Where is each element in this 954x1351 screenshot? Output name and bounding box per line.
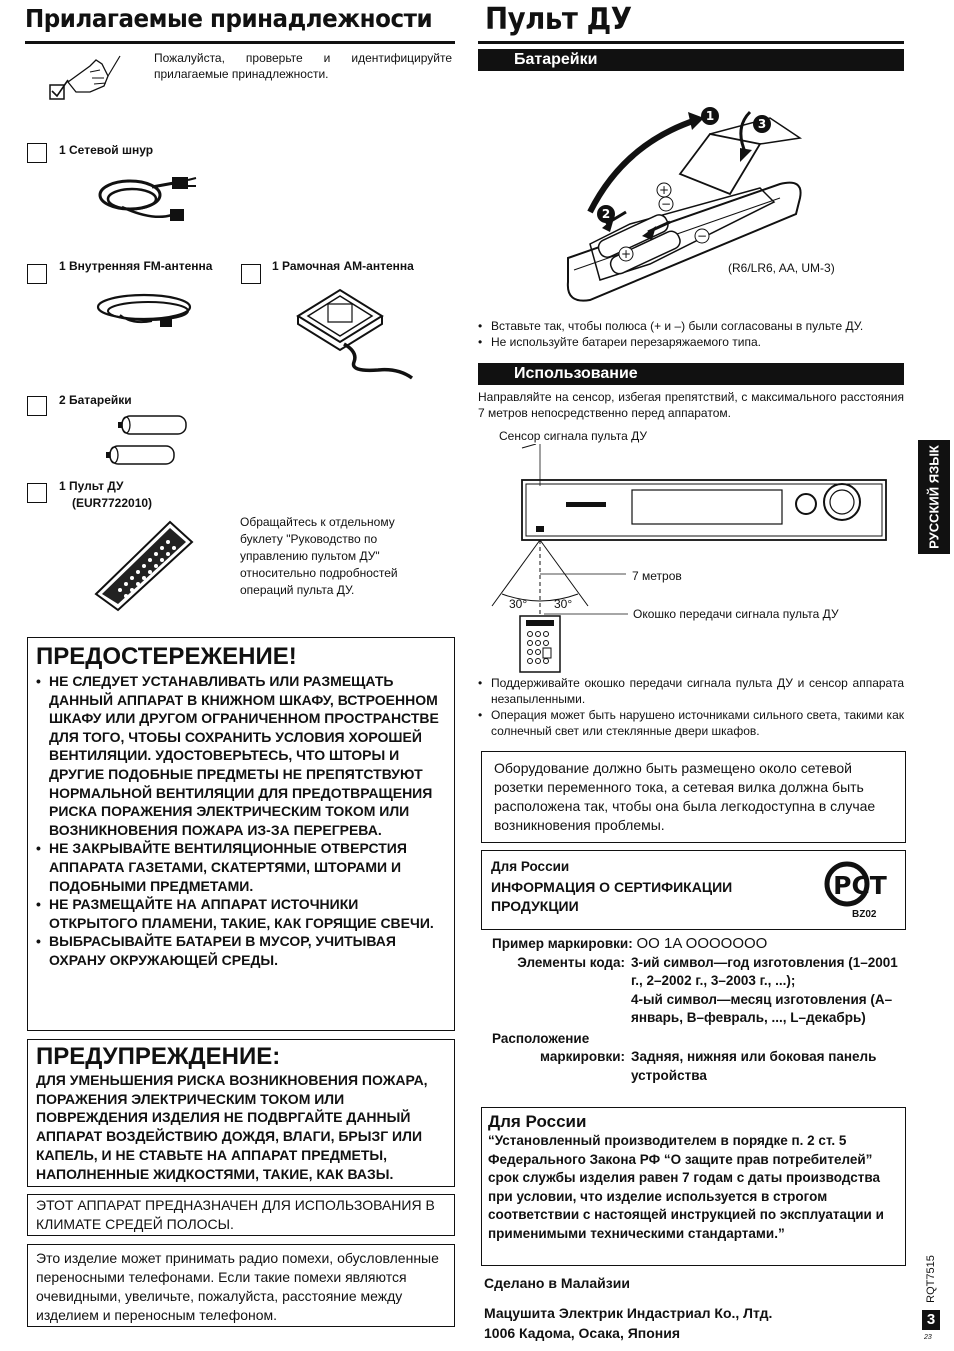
- item-batteries: 2 Батарейки: [59, 393, 132, 407]
- window-label: Окошко передачи сигнала пульта ДУ: [633, 607, 839, 621]
- caution-item: • ВЫБРАСЫВАЙТЕ БАТАРЕИ В МУСОР, УЧИТЫВАЯ ОХРАНУ ОКРУЖАЮЩЕЙ СРЕДЫ.: [36, 932, 446, 969]
- step-1-label: 1: [705, 109, 715, 123]
- plus-sign-2: +: [620, 247, 632, 261]
- minus-sign-2: −: [696, 229, 708, 243]
- cert-code: BZ02: [852, 909, 877, 920]
- codes-label: Элементы кода:: [517, 954, 625, 970]
- made-in: Сделано в Малайзии: [484, 1275, 630, 1291]
- marking-example-label: Пример маркировки:: [492, 936, 633, 951]
- cert-for-russia: Для России: [491, 859, 570, 874]
- remote-title: Пульт ДУ: [485, 2, 632, 37]
- caution-item: • НЕ СЛЕДУЕТ УСТАНАВЛИВАТЬ ИЛИ РАЗМЕЩАТЬ ДАННЫЙ АППАРАТ В КНИЖНОМ ШКАФУ, ВСТРОЕННОМ ШКАФУ ИЛИ ДРУГОМ ОГРАНИЧЕННОМ ПРОСТРАНСТВЕ ДЛЯ ТОГО, ЧТОБЫ СОХРАНИТЬ УСЛОВИЯ ХОРОШЕЙ ВЕНТИЛЯЦИИ. УДОСТОВЕРЬТЕСЬ, ЧТО ШТОРЫ И ДРУГИЕ ПОДОБНЫЕ ПРЕДМЕТЫ НЕ ПРЕПЯТСТВУЮТ НОРМАЛЬНОЙ ВЕНТИЛЯЦИИ ДЛЯ ПРЕДОТВРАЩЕНИЯ РИСКА ПОРАЖЕНИЯ ЭЛЕКТРИЧЕСКИМ ТОКОМ ИЛИ ВОЗНИКНОВЕНИЯ ПОЖАРА ИЗ-ЗА ПЕРЕГРЕВА.: [36, 672, 446, 839]
- location-label-2: маркировки:: [540, 1049, 625, 1064]
- usage-note: • Операция может быть нарушено источниками сильного света, такими как солнечный свет или стеклянные двери шкафов.: [478, 707, 904, 739]
- item-remote: 1 Пульт ДУ: [59, 479, 124, 493]
- item-power-cord: 1 Сетевой шнур: [59, 143, 154, 157]
- warning-text: ДЛЯ УМЕНЬШЕНИЯ РИСКА ВОЗНИКНОВЕНИЯ ПОЖАРА, ПОРАЖЕНИЯ ЭЛЕКТРИЧЕСКИМ ТОКОМ ИЛИ ПОВРЕЖДЕНИЯ ИЗДЕЛИЯ НЕ ПОДВРГАЙТЕ ДАННЫЙ АППАРАТ ВОЗДЕЙСТВИЮ ДОЖДЯ, ВЛАГИ, БРЫЗГ ИЛИ КАПЕЛЬ, И НЕ СТАВЬТЕ НА АППАРАТ ПРЕДМЕТЫ, НАПОЛНЕННЫЕ ЖИДКОСТЯМИ, ТАКИЕ, КАК ВАЗЫ.: [36, 1072, 428, 1182]
- service-life-title: Для России: [488, 1112, 587, 1131]
- title-rule-right: [478, 41, 904, 44]
- batteries-heading: Батарейки: [478, 49, 904, 71]
- angle-right-label: 30°: [554, 597, 573, 611]
- doc-code: [924, 1254, 938, 1304]
- codes-line-2: 4-ый символ—месяц изготовления (A–январь, B–февраль, ..., L–декабрь): [631, 991, 893, 1025]
- battery-type: (R6/LR6, AA, UM-3): [728, 261, 835, 275]
- pct-logo: [824, 861, 890, 907]
- remote-booklet-note: Обращайтесь к отдельному буклету "Руководство по управлению пультом ДУ" относительно подробностей операций пульта ДУ.: [240, 515, 398, 597]
- remote-range-diagram: [486, 444, 896, 674]
- company-name: Мацушита Электрик Индастриал Ко., Лтд.: [484, 1305, 773, 1321]
- accessories-title: Прилагаемые принадлежности: [25, 4, 433, 33]
- company-address: 1006 Кадома, Осака, Япония: [484, 1325, 681, 1341]
- caution-title: ПРЕДОСТЕРЕЖЕНИЕ!: [36, 643, 297, 670]
- language-tab: [918, 440, 950, 554]
- battery-insertion-diagram: [560, 104, 810, 312]
- language-tab-label: РУССКИЙ ЯЗЫК: [926, 445, 942, 549]
- warning-title: ПРЕДУПРЕЖДЕНИЕ:: [36, 1043, 281, 1070]
- caution-box: [27, 637, 455, 1031]
- doc-code-text: RQT7515: [925, 1255, 937, 1303]
- item-fm-antenna: 1 Внутренняя FM-антенна: [59, 259, 213, 273]
- am-antenna-image: [288, 282, 428, 392]
- check-hand-icon: [46, 52, 126, 104]
- checkbox-am-antenna[interactable]: [241, 264, 261, 284]
- page-sub-number: 23: [924, 1334, 932, 1341]
- checkbox-fm-antenna[interactable]: [27, 264, 47, 284]
- remote-image: [92, 518, 196, 612]
- service-life-box: [481, 1107, 906, 1266]
- sensor-label: Сенсор сигнала пульта ДУ: [499, 429, 647, 443]
- service-life-text: “Установленный производителем в порядке п. 2 ст. 5 Федерального Закона РФ “О защите прав потребителей” срок службы изделия равен 7 годам с даты производства при условии, что изделие используется в строгом соответствии с настоящей инструкцией по эксплуатации и применимыми техническими стандартами.”: [488, 1133, 884, 1241]
- page-number: 3: [922, 1310, 940, 1330]
- checkbox-power-cord[interactable]: [27, 143, 47, 163]
- interference-box: Это изделие может принимать радио помехи, обусловленные переносными телефонами. Если такие помехи являются очевидными, увеличьте, пожалуйста, расстояние между изделием и переносным телефоном.: [27, 1244, 455, 1327]
- location-label-1: Расположение: [492, 1030, 590, 1046]
- cert-box: [481, 850, 906, 930]
- accessories-intro: Пожалуйста, проверьте и идентифицируйте прилагаемые принадлежности.: [154, 51, 452, 81]
- angle-left-label: 30°: [509, 597, 528, 611]
- battery-note: • Вставьте так, чтобы полюса (+ и –) были согласованы в пульте ДУ.: [478, 318, 904, 334]
- usage-heading: Использование: [478, 363, 904, 385]
- usage-text: Направляйте на сенсор, избегая препятствий, с максимального расстояния 7 метров непосредственно перед аппаратом.: [478, 390, 904, 420]
- usage-notes: [478, 675, 904, 739]
- outlet-box: Оборудование должно быть размещено около сетевой розетки переменного тока, а сетевая вилка должна быть расположена так, чтобы она была легкодоступна в случае возникновения проблемы.: [481, 751, 906, 843]
- fm-antenna-image: [92, 285, 202, 345]
- title-rule: [25, 41, 455, 44]
- cert-title: ИНФОРМАЦИЯ О СЕРТИФИКАЦИИ ПРОДУКЦИИ: [491, 879, 733, 914]
- step-2-label: 2: [601, 207, 611, 221]
- distance-label: 7 метров: [632, 569, 682, 583]
- caution-list: [36, 672, 446, 970]
- item-remote-model: (EUR7722010): [72, 496, 153, 510]
- item-am-antenna: 1 Рамочная AM-антенна: [272, 259, 414, 273]
- pct-logo-text: PCT: [833, 871, 887, 900]
- warning-box: [27, 1039, 455, 1187]
- codes-line-1: 3-ий символ—год изготовления (1–2001 г., 2–2002 г., 3–2003 г., ...);: [631, 954, 898, 988]
- marking-info: [492, 935, 902, 1085]
- checkbox-batteries[interactable]: [27, 396, 47, 416]
- minus-sign-1: −: [660, 197, 672, 211]
- usage-note: • Поддерживайте окошко передачи сигнала пульта ДУ и сенсор аппарата незапыленными.: [478, 675, 904, 707]
- power-cord-image: [92, 165, 202, 235]
- marking-codes: [492, 954, 901, 1086]
- checkbox-remote[interactable]: [27, 483, 47, 503]
- battery-note: • Не используйте батареи перезаряжаемого типа.: [478, 334, 904, 350]
- step-3-label: 3: [757, 117, 767, 131]
- plus-sign-1: +: [658, 183, 670, 197]
- location-value: Задняя, нижняя или боковая панель устройства: [631, 1049, 877, 1083]
- caution-item: • НЕ ЗАКРЫВАЙТЕ ВЕНТИЛЯЦИОННЫЕ ОТВЕРСТИЯ АППАРАТА ГАЗЕТАМИ, СКАТЕРТЯМИ, ШТОРАМИ И ПОДОБНЫМИ ПРЕДМЕТАМИ.: [36, 839, 446, 895]
- climate-box: ЭТОТ АППАРАТ ПРЕДНАЗНАЧЕН ДЛЯ ИСПОЛЬЗОВАНИЯ В КЛИМАТЕ СРЕДЕЙ ПОЛОСЫ.: [27, 1194, 455, 1236]
- caution-item: • НЕ РАЗМЕЩАЙТЕ НА АППАРАТ ИСТОЧНИКИ ОТКРЫТОГО ПЛАМЕНИ, ТАКИЕ, КАК ГОРЯЩИЕ СВЕЧИ.: [36, 895, 446, 932]
- battery-notes: [478, 318, 904, 350]
- marking-example-value: OO 1A OOOOOOO: [636, 935, 768, 952]
- batteries-image: [104, 412, 194, 470]
